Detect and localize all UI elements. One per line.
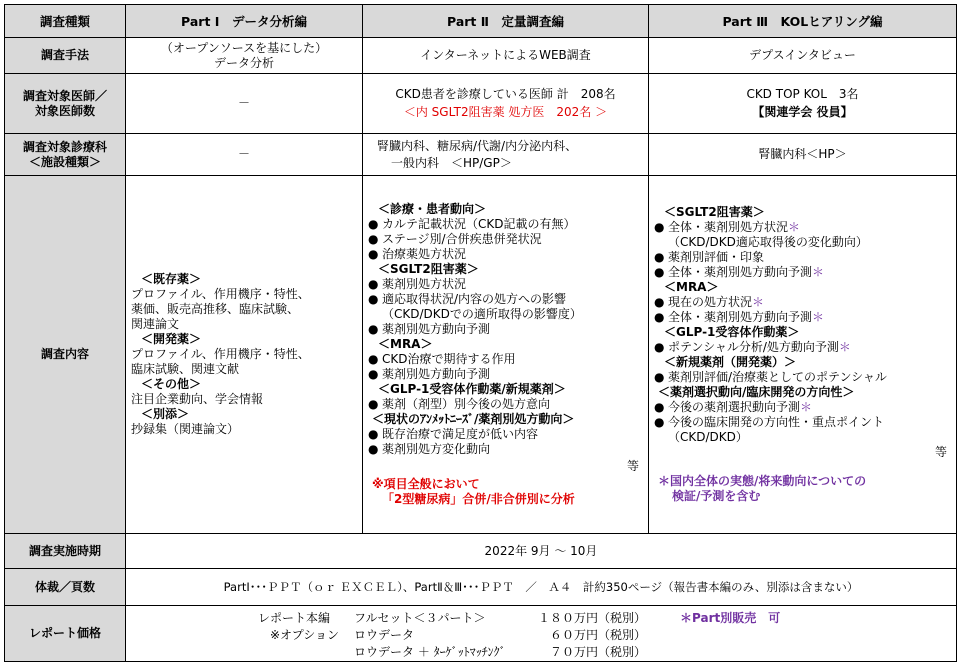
subjects-label-line2: 対象医師数	[34, 103, 95, 118]
star-mark: ＊	[788, 220, 801, 234]
part1-text: 注目企業動向、学会情報	[131, 392, 264, 406]
part2-list-item	[368, 247, 643, 262]
header-part2: Part Ⅱ 定量調査編	[363, 5, 649, 38]
part3-item-text: 薬剤別評価/治療薬としてのポテンシャル	[668, 370, 887, 384]
departments-part1: －	[126, 134, 363, 176]
part1-text: 抄録集（関連論文）	[131, 422, 240, 436]
part2-list-item	[368, 397, 643, 412]
part2-heading-practice: ＜診療・患者動向＞	[378, 202, 487, 216]
part3-item-text: 今後の薬剤選択動向予測	[668, 400, 801, 414]
subjects-label-line1: 調査対象医師／	[22, 88, 107, 103]
part3-list-item	[654, 265, 951, 280]
method-part3: デプスインタビュー	[649, 38, 957, 74]
content-row	[5, 176, 957, 534]
part1-heading-appendix: ＜別添＞	[141, 407, 190, 421]
price-report-name: レポート本編	[258, 610, 331, 625]
part2-list-item	[368, 322, 643, 337]
part3-heading-selection: ＜薬剤選択動向/臨床開発の方向性＞	[658, 385, 855, 399]
method-part2: インターネットによるWEB調査	[363, 38, 649, 74]
part3-note-line1: ＊国内全体の実態/将来動向についての	[658, 474, 867, 488]
subjects-part2-line1: CKD患者を診療している医師 計 208名	[395, 87, 616, 101]
part2-item-text: CKD治療で期待する作用	[382, 352, 516, 366]
format-label: 体裁／頁数	[5, 569, 126, 606]
star-mark: ＊	[752, 295, 765, 309]
part2-item-text: カルテ記載状況（CKD記載の有無）	[382, 217, 576, 231]
part3-item-text: 全体・薬剤別処方動向予測	[668, 265, 813, 279]
part2-item-text: 薬剤別処方状況	[382, 277, 467, 291]
part2-item-text: 薬剤（剤型）別今後の処方意向	[382, 397, 551, 411]
part3-item-text: 全体・薬剤別処方動向予測	[668, 310, 813, 324]
bullet-icon: ●	[368, 367, 379, 381]
part1-text: 薬価、販売高推移、臨床試験、	[131, 302, 300, 316]
star-mark: ＊	[838, 340, 851, 354]
pricing-cell	[126, 606, 957, 662]
part3-item-text: ポテンシャル分析/処方動向予測	[668, 340, 839, 354]
part2-list-item	[368, 367, 643, 382]
pricing-row	[5, 606, 957, 662]
departments-part2-line1: 腎臓内科、糖尿病/代謝/内分泌内科、	[377, 138, 578, 153]
format-value: PartⅠ･･･ＰＰＴ（ｏｒ ＥＸＣＥＬ）、PartⅡ＆Ⅲ･･･ＰＰＴ ／ Ａ４ 計約350ページ（報告書本編のみ、別添は含まない）	[126, 569, 957, 606]
part1-text: 関連論文	[131, 317, 180, 331]
bullet-icon: ●	[368, 397, 379, 411]
header-part1: Part Ⅰ データ分析編	[126, 5, 363, 38]
bullet-icon: ●	[654, 340, 665, 354]
price-rawdata-item: ロウデータ	[354, 627, 415, 642]
departments-part3: 腎臓内科＜HP＞	[649, 134, 957, 176]
part3-item-text: 現在の処方状況	[668, 295, 753, 309]
part2-list-item	[368, 292, 643, 307]
bullet-icon: ●	[368, 277, 379, 291]
part3-item-continuation: （CKD/DKD適応取得後の変化動向）	[668, 235, 868, 249]
part1-text: 臨床試験、関連文献	[131, 362, 240, 376]
price-part-note: ＊Part別販売 可	[680, 610, 781, 625]
part3-etc: 等	[934, 445, 947, 459]
part2-item-text: 薬剤別処方動向予測	[382, 322, 491, 336]
part3-list-item	[654, 400, 951, 415]
departments-label-line2: ＜施設種類＞	[28, 154, 101, 169]
departments-label	[5, 134, 126, 176]
part3-heading-glp1: ＜GLP-1受容体作動薬＞	[664, 325, 800, 339]
bullet-icon: ●	[654, 250, 665, 264]
method-part1-line2: データ分析	[213, 55, 274, 70]
price-rawdata-value: ６０万円（税別）	[550, 627, 647, 642]
part2-heading-glp1: ＜GLP-1受容体作動薬/新規薬剤＞	[378, 382, 566, 396]
star-mark: ＊	[812, 310, 825, 324]
part2-item-text: ステージ別/合併疾患併発状況	[382, 232, 542, 246]
bullet-icon: ●	[654, 370, 665, 384]
departments-part2	[363, 134, 649, 176]
part2-item-text: 適応取得状況/内容の処方への影響	[382, 292, 567, 306]
bullet-icon: ●	[368, 232, 379, 246]
part2-list-item	[368, 442, 643, 457]
subjects-part2-line2: ＜内 SGLT2阻害薬 処方医 202名 ＞	[403, 105, 608, 119]
subjects-part3-line1: CKD TOP KOL 3名	[746, 87, 859, 101]
bullet-icon: ●	[368, 322, 379, 336]
part1-heading-development: ＜開発薬＞	[141, 332, 202, 346]
method-label: 調査手法	[5, 38, 126, 74]
price-fullset-item: フルセット＜３パート＞	[354, 610, 486, 625]
subjects-label	[5, 74, 126, 134]
part3-item-text: 全体・薬剤別処方状況	[668, 220, 789, 234]
part2-heading-unmet: ＜現状のｱﾝﾒｯﾄﾆｰｽﾞ/薬剤別処方動向＞	[372, 412, 575, 426]
research-spec-table	[4, 4, 957, 662]
method-part1-line1: （オープンソースを基にした）	[160, 40, 328, 55]
subjects-part2	[363, 74, 649, 134]
period-value: 2022年 9月 ～ 10月	[126, 534, 957, 569]
part3-heading-new-drugs: ＜新規薬剤（開発薬）＞	[664, 355, 797, 369]
departments-row	[5, 134, 957, 176]
period-label: 調査実施時期	[5, 534, 126, 569]
part2-list-item	[368, 277, 643, 292]
part1-heading-existing: ＜既存薬＞	[141, 272, 202, 286]
bullet-icon: ●	[654, 265, 665, 279]
part2-item-text: 薬剤別処方変化動向	[382, 442, 491, 456]
part2-list-item	[368, 352, 643, 367]
price-rawdata-target-value: ７０万円（税別）	[550, 644, 647, 659]
content-part3	[649, 176, 957, 534]
part1-text: プロファイル、作用機序・特性、	[131, 347, 310, 361]
bullet-icon: ●	[368, 352, 379, 366]
price-option-name: ※オプション	[270, 627, 339, 642]
price-fullset-value: １８０万円（税別）	[538, 610, 647, 625]
bullet-icon: ●	[654, 220, 665, 234]
header-label: 調査種類	[5, 5, 126, 38]
content-label: 調査内容	[5, 176, 126, 534]
part3-list-item	[654, 295, 951, 310]
part2-list-item	[368, 232, 643, 247]
star-mark: ＊	[812, 265, 825, 279]
content-part2	[363, 176, 649, 534]
bullet-icon: ●	[368, 247, 379, 261]
part3-heading-mra: ＜MRA＞	[664, 280, 719, 294]
pricing-table	[126, 608, 956, 660]
part2-list-item	[368, 217, 643, 232]
subjects-part1: －	[126, 74, 363, 134]
star-mark: ＊	[800, 400, 813, 414]
bullet-icon: ●	[368, 442, 379, 456]
subjects-part3	[649, 74, 957, 134]
bullet-icon: ●	[368, 427, 379, 441]
part3-list-item	[654, 340, 951, 355]
part2-item-continuation: （CKD/DKDでの適所取得の影響度）	[382, 307, 582, 321]
content-part1	[126, 176, 363, 534]
part2-note-line1: ※項目全般において	[372, 477, 480, 491]
part3-list-item	[654, 220, 951, 235]
part3-item-text: 今後の臨床開発の方向性・重点ポイント	[668, 415, 885, 429]
part3-list-item	[654, 250, 951, 265]
format-row	[5, 569, 957, 606]
bullet-icon: ●	[654, 295, 665, 309]
part3-list-item	[654, 370, 951, 385]
method-part1	[126, 38, 363, 74]
part2-item-text: 既存治療で満足度が低い内容	[382, 427, 539, 441]
part1-text: プロファイル、作用機序・特性、	[131, 287, 310, 301]
pricing-label: レポート価格	[5, 606, 126, 662]
bullet-icon: ●	[654, 310, 665, 324]
method-row	[5, 38, 957, 74]
period-row	[5, 534, 957, 569]
part3-item-continuation: （CKD/DKD）	[668, 430, 748, 444]
part3-list-item	[654, 310, 951, 325]
part2-heading-sglt2: ＜SGLT2阻害薬＞	[378, 262, 479, 276]
part3-item-text: 薬剤別評価・印象	[668, 250, 765, 264]
part3-note-line2: 検証/予測を含む	[672, 489, 761, 503]
bullet-icon: ●	[368, 217, 379, 231]
bullet-icon: ●	[654, 415, 665, 429]
departments-part2-line2: 一般内科 ＜HP/GP＞	[391, 155, 512, 170]
part2-heading-mra: ＜MRA＞	[378, 337, 433, 351]
header-row	[5, 5, 957, 38]
part2-item-text: 治療薬処方状況	[382, 247, 467, 261]
part2-item-text: 薬剤別処方動向予測	[382, 367, 491, 381]
part2-note-line2: 「2型糖尿病」合併/非合併別に分析	[382, 492, 575, 506]
subjects-row	[5, 74, 957, 134]
part3-list-item	[654, 415, 951, 430]
part2-list-item	[368, 427, 643, 442]
bullet-icon: ●	[654, 400, 665, 414]
header-part3: Part Ⅲ KOLヒアリング編	[649, 5, 957, 38]
subjects-part3-line2: 【関連学会 役員】	[752, 105, 853, 119]
price-rawdata-target-item: ロウデータ ＋ ﾀｰｹﾞｯﾄﾏｯﾁﾝｸﾞ	[354, 644, 506, 659]
part3-heading-sglt2: ＜SGLT2阻害薬＞	[664, 205, 765, 219]
part2-etc: 等	[626, 459, 639, 473]
departments-label-line1: 調査対象診療科	[22, 139, 107, 154]
part1-heading-other: ＜その他＞	[141, 377, 202, 391]
bullet-icon: ●	[368, 292, 379, 306]
